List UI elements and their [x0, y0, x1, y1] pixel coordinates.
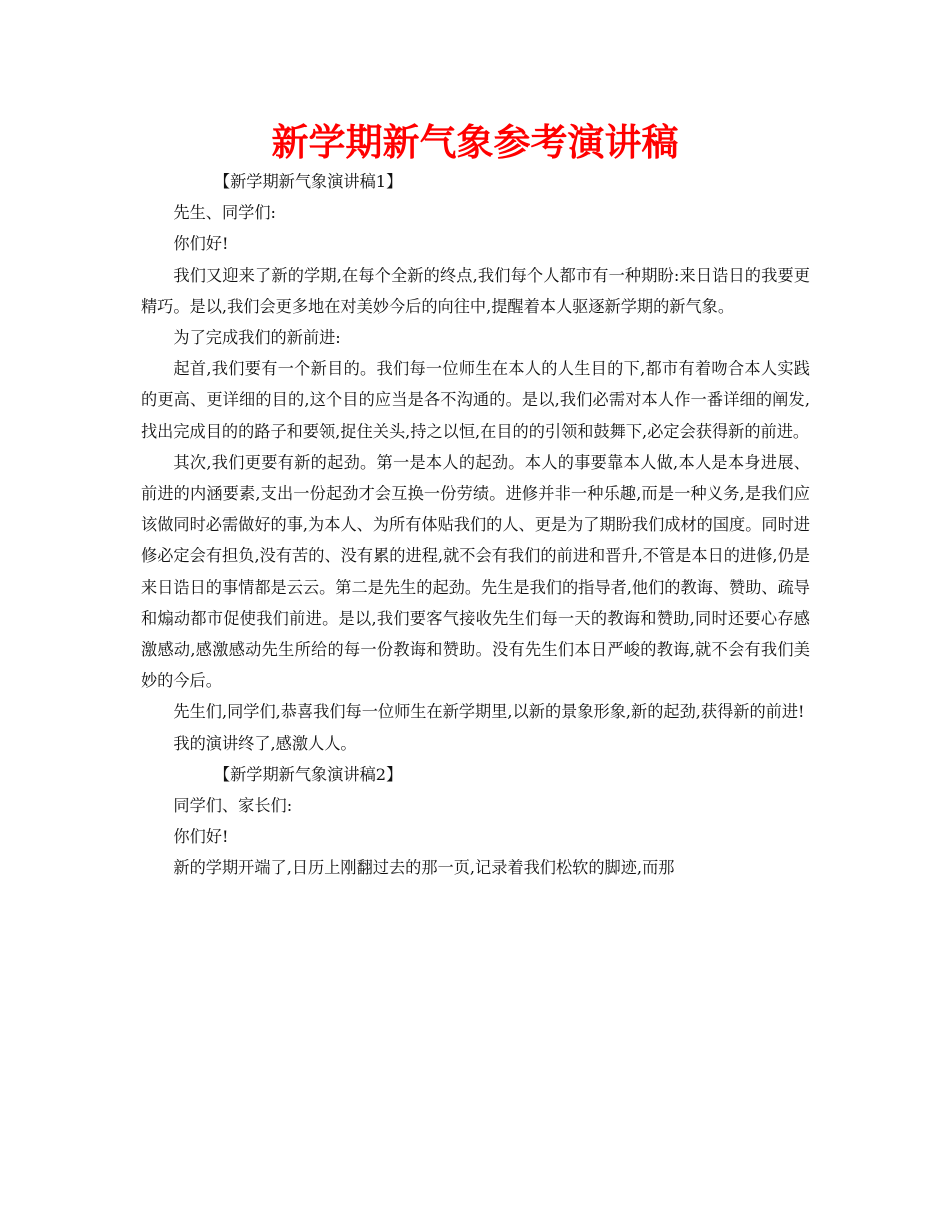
paragraph: 你们好! — [173, 234, 229, 254]
paragraph: 我们又迎来了新的学期,在每个全新的终点,我们每个人都市有一种期盼:来日诰日的我要更精巧。是以,我们会更多地在对美妙今后的向往中,提醒着本人驱逐新学期的新气象。 — [141, 265, 810, 316]
paragraph: 其次,我们更要有新的起劲。第一是本人的起劲。本人的事要靠本人做,本人是本身进展、前进的内涵要素,支出一份起劲才会互换一份劳绩。进修并非一种乐趣,而是一种义务,是我们应该做同时必需做好的事,为本人、为所有体贴我们的人、更是为了期盼我们成材的国度。同时进修必定会有担负,没有苦的、没有累的进程,就不会有我们的前进和晋升,不管是本日的进修,仍是来日诰日的事情都是云云。第二是先生的起劲。先生是我们的指导者,他们的教诲、赞助、疏导和煽动都市促使我们前进。是以,我们要客气接收先生们每一天的教诲和赞助,同时还要心存感激感动,感激感动先生所给的每一份教诲和赞助。没有先生们本日严峻的教诲,就不会有我们美妙的今后。 — [141, 452, 810, 691]
section-heading: 【新学期新气象演讲稿1】 — [213, 172, 403, 191]
document-body — [141, 166, 810, 884]
paragraph: 我的演讲终了,感激人人。 — [173, 733, 357, 753]
paragraph: 起首,我们要有一个新目的。我们每一位师生在本人的人生目的下,都市有着吻合本人实践的更高、更详细的目的,这个目的应当是各不沟通的。是以,我们必需对本人作一番详细的阐发,找出完成目的的路子和要领,捉住关头,持之以恒,在目的的引领和鼓舞下,必定会获得新的前进。 — [141, 359, 810, 441]
paragraph: 新的学期开端了,日历上刚翻过去的那一页,记录着我们松软的脚迹,而那 — [173, 858, 675, 878]
paragraph: 为了完成我们的新前进: — [173, 328, 341, 348]
section-heading: 【新学期新气象演讲稿2】 — [213, 764, 403, 784]
paragraph: 先生、同学们: — [173, 203, 276, 223]
paragraph: 先生们,同学们,恭喜我们每一位师生在新学期里,以新的景象形象,新的起劲,获得新的前进! — [173, 702, 805, 722]
paragraph: 你们好! — [173, 827, 229, 847]
paragraph: 同学们、家长们: — [173, 796, 293, 816]
document-title: 新学期新气象参考演讲稿 — [271, 121, 679, 164]
